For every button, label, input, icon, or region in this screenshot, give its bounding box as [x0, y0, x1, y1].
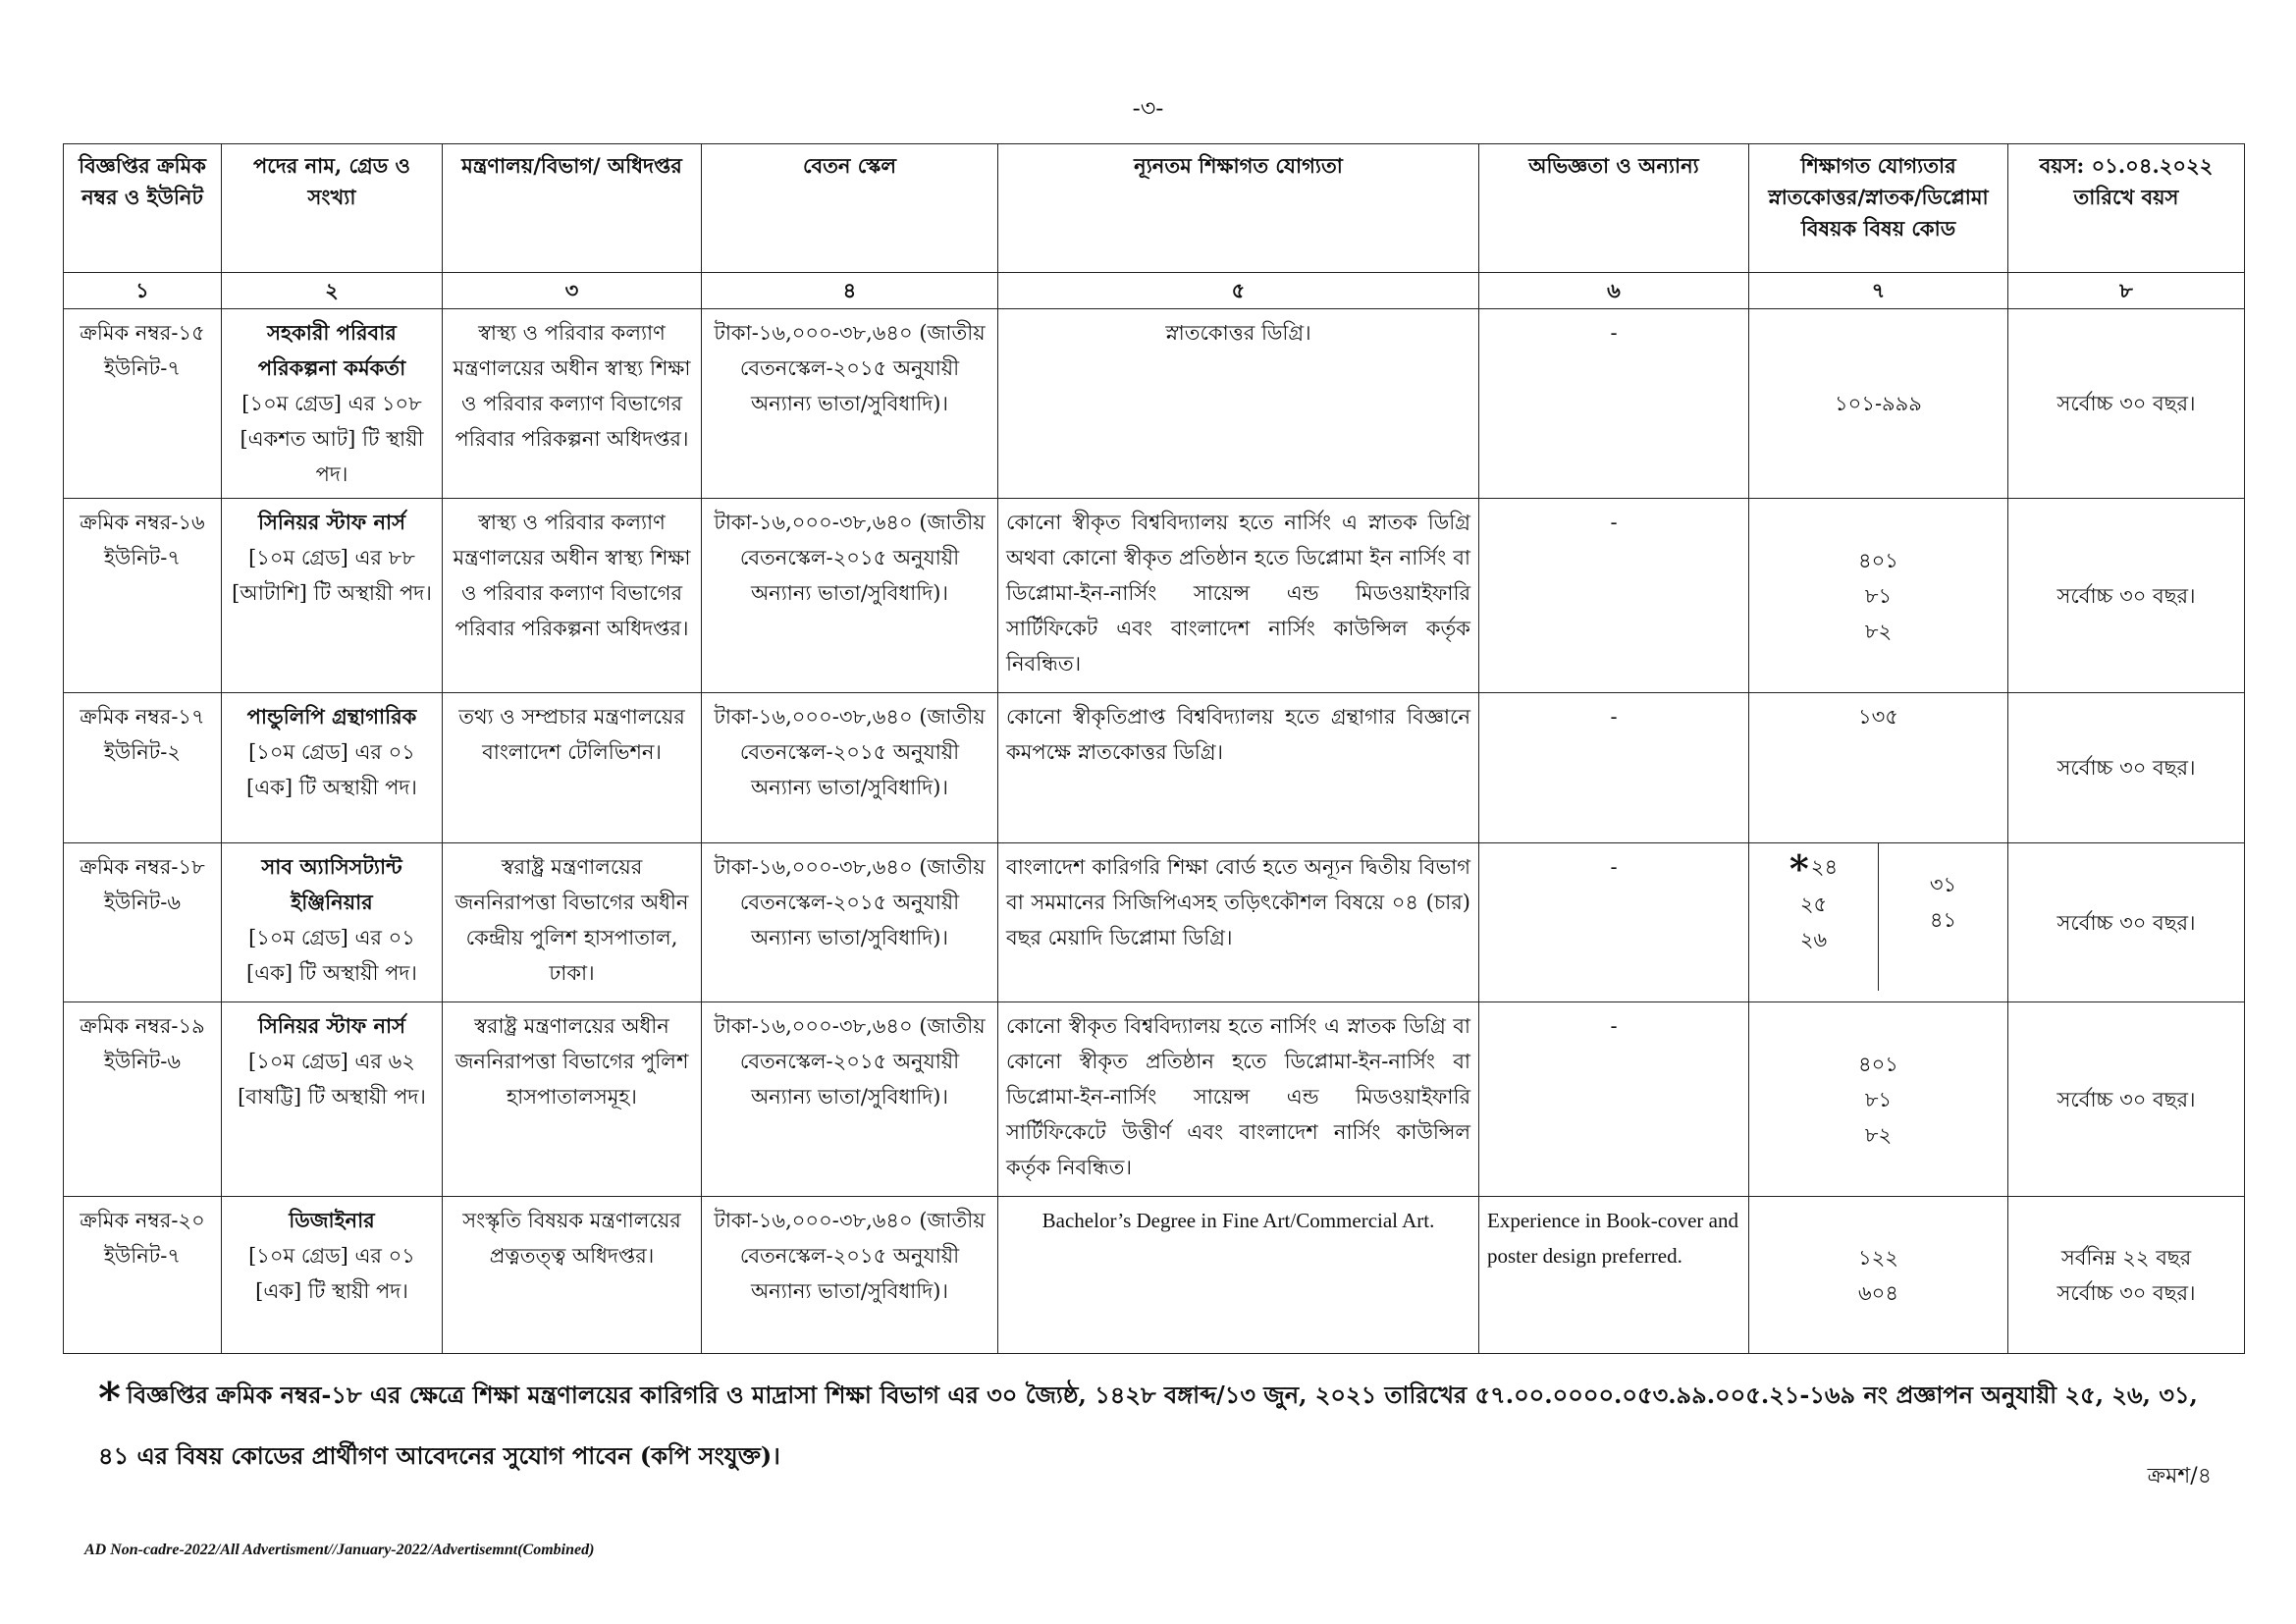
post-title: সহকারী পরিবার পরিকল্পনা কর্মকর্তা	[257, 320, 406, 380]
codes-cell	[1749, 693, 2008, 843]
qualification-cell: বাংলাদেশ কারিগরি শিক্ষা বোর্ড হতে অন্যূন দ্বিতীয় বিভাগ বা সমমানের সিজিপিএসহ তড়িৎকৌশল বিষয়ে ০৪ (চার) বছর মেয়াদি ডিপ্লোমা ডিগ্রি।	[998, 843, 1479, 1002]
age-cell: সর্বোচ্চ ৩০ বছর।	[2008, 309, 2245, 499]
subject-code: ২৫	[1799, 893, 1828, 916]
post-cell	[222, 693, 443, 843]
serial-cell: ক্রমিক নম্বর-১৮ ইউনিট-৬	[64, 843, 222, 1002]
column-number: ৮	[2008, 273, 2245, 309]
age-min: সর্বনিম্ন ২২ বছর	[2060, 1245, 2192, 1270]
table-row	[64, 843, 2245, 1002]
table-row	[64, 1197, 2245, 1354]
header-codes: শিক্ষাগত যোগ্যতার স্নাতকোত্তর/স্নাতক/ডিপ্লোমা বিষয়ক বিষয় কোড	[1749, 144, 2008, 273]
serial-cell: ক্রমিক নম্বর-২০ ইউনিট-৭	[64, 1197, 222, 1354]
codes-right	[1878, 843, 2007, 991]
codes-cell	[1749, 499, 2008, 693]
column-number-row	[64, 273, 2245, 309]
experience-cell: -	[1479, 309, 1749, 499]
subject-code-starred	[1749, 846, 1878, 891]
column-number: ৬	[1479, 273, 1749, 309]
pay-cell: টাকা-১৬,০০০-৩৮,৬৪০ (জাতীয় বেতনস্কেল-২০১৫ অনুযায়ী অন্যান্য ভাতা/সুবিধাদি)।	[702, 499, 998, 693]
post-title: পান্ডুলিপি গ্রন্থাগারিক	[246, 704, 417, 729]
pay-cell: টাকা-১৬,০০০-৩৮,৬৪০ (জাতীয় বেতনস্কেল-২০১৫ অনুযায়ী অন্যান্য ভাতা/সুবিধাদি)।	[702, 1002, 998, 1197]
post-title: সাব অ্যাসিসট্যান্ট ইঞ্জিনিয়ার	[261, 854, 402, 914]
table-row	[64, 499, 2245, 693]
subject-code: ৮২	[1864, 619, 1893, 643]
qualification-cell: কোনো স্বীকৃত বিশ্ববিদ্যালয় হতে নার্সিং এ স্নাতক ডিগ্রি অথবা কোনো স্বীকৃত প্রতিষ্ঠান হতে ডিপ্লোমা ইন নার্সিং বা ডিপ্লোমা-ইন-নার্সিং সায়েন্স এন্ড মিডওয়াইফারি সার্টিফিকেট এবং বাংলাদেশ নার্সিং কাউন্সিল কর্তৃক নিবন্ধিত।	[998, 499, 1479, 693]
experience-cell: -	[1479, 499, 1749, 693]
serial-cell: ক্রমিক নম্বর-১৫ ইউনিট-৭	[64, 309, 222, 499]
post-title: সিনিয়র স্টাফ নার্স	[258, 510, 405, 534]
subject-code: ৩১	[1929, 873, 1957, 896]
footnote-text: বিজ্ঞপ্তির ক্রমিক নম্বর-১৮ এর ক্ষেত্রে শিক্ষা মন্ত্রণালয়ের কারিগরি ও মাদ্রাসা শিক্ষা বিভাগ এর ৩০ জ্যৈষ্ঠ, ১৪২৮ বঙ্গাব্দ/১৩ জুন, ২০২১ তারিখের ৫৭.০০.০০০০.০৫৩.৯৯.০০৫.২১-১৬৯ নং প্রজ্ঞাপন অনুযায়ী ২৫, ২৬, ৩১, ৪১ এর বিষয় কোডের প্রার্থীগণ আবেদনের সুযোগ পাবেন (কপি সংযুক্ত)।	[98, 1380, 2198, 1470]
subject-code: ৮১	[1864, 1087, 1893, 1111]
post-cell	[222, 1002, 443, 1197]
posts-table	[63, 143, 2245, 1354]
subject-code: ৬০৪	[1858, 1280, 1898, 1305]
codes-cell	[1749, 843, 2008, 1002]
subject-code: ২৪	[1810, 855, 1839, 879]
codes-cell	[1749, 309, 2008, 499]
subject-code: ৮২	[1864, 1122, 1893, 1147]
subject-code: ১০১-৯৯৯	[1835, 392, 1922, 415]
qualification-cell: স্নাতকোত্তর ডিগ্রি।	[998, 309, 1479, 499]
pay-cell: টাকা-১৬,০০০-৩৮,৬৪০ (জাতীয় বেতনস্কেল-২০১৫ অনুযায়ী অন্যান্য ভাতা/সুবিধাদি)।	[702, 693, 998, 843]
experience-cell: -	[1479, 843, 1749, 1002]
column-number: ৫	[998, 273, 1479, 309]
serial-cell: ক্রমিক নম্বর-১৬ ইউনিট-৭	[64, 499, 222, 693]
subject-code: ৮১	[1864, 583, 1893, 608]
codes-cell	[1749, 1197, 2008, 1354]
post-detail: [১০ম গ্রেড] এর ৬২ [বাষট্টি] টি অস্থায়ী পদ।	[238, 1050, 426, 1109]
age-cell: সর্বোচ্চ ৩০ বছর।	[2008, 499, 2245, 693]
age-cell: সর্বোচ্চ ৩০ বছর।	[2008, 1002, 2245, 1197]
post-detail: [১০ম গ্রেড] এর ০১ [এক] টি স্থায়ী পদ।	[248, 1244, 415, 1303]
ministry-cell: স্বাস্থ্য ও পরিবার কল্যাণ মন্ত্রণালয়ের অধীন স্বাস্থ্য শিক্ষা ও পরিবার কল্যাণ বিভাগের পরিবার পরিকল্পনা অধিদপ্তর।	[443, 309, 702, 499]
post-cell	[222, 499, 443, 693]
qualification-cell: কোনো স্বীকৃতিপ্রাপ্ত বিশ্ববিদ্যালয় হতে গ্রন্থাগার বিজ্ঞানে কমপক্ষে স্নাতকোত্তর ডিগ্রি।	[998, 693, 1479, 843]
age-max: সর্বোচ্চ ৩০ বছর।	[2056, 1280, 2196, 1305]
column-number: ২	[222, 273, 443, 309]
document-footer: AD Non-cadre-2022/All Advertisment//January-2022/Advertisemnt(Combined)	[84, 1542, 595, 1558]
asterisk-icon: *	[98, 1374, 122, 1424]
codes-split	[1749, 843, 2007, 991]
header-row	[64, 144, 2245, 273]
subject-code: ২৬	[1799, 928, 1828, 951]
table-row	[64, 309, 2245, 499]
experience-cell: -	[1479, 1002, 1749, 1197]
subject-code: ৪০১	[1858, 548, 1898, 572]
continued-label: ক্রমশ/৪	[2147, 1464, 2212, 1489]
footnote	[98, 1367, 2209, 1485]
post-detail: [১০ম গ্রেড] এর ১০৮ [একশত আট] টি স্থায়ী পদ।	[240, 392, 424, 486]
column-number: ৭	[1749, 273, 2008, 309]
post-detail: [১০ম গ্রেড] এর ০১ [এক] টি অস্থায়ী পদ।	[246, 740, 417, 799]
post-cell	[222, 1197, 443, 1354]
table-row	[64, 1002, 2245, 1197]
subject-code: ৪১	[1929, 908, 1957, 932]
age-cell	[2008, 1197, 2245, 1354]
pay-cell: টাকা-১৬,০০০-৩৮,৬৪০ (জাতীয় বেতনস্কেল-২০১৫ অনুযায়ী অন্যান্য ভাতা/সুবিধাদি)।	[702, 843, 998, 1002]
post-title: সিনিয়র স্টাফ নার্স	[258, 1013, 405, 1038]
header-experience: অভিজ্ঞতা ও অন্যান্য	[1479, 144, 1749, 273]
subject-code: ৪০১	[1858, 1052, 1898, 1076]
post-title: ডিজাইনার	[289, 1208, 375, 1232]
header-serial: বিজ্ঞপ্তির ক্রমিক নম্বর ও ইউনিট	[64, 144, 222, 273]
subject-code: ১৩৫	[1858, 705, 1898, 729]
asterisk-icon: *	[1789, 846, 1809, 891]
column-number: ৪	[702, 273, 998, 309]
post-detail: [১০ম গ্রেড] এর ০১ [এক] টি অস্থায়ী পদ।	[246, 926, 417, 985]
page-number: -৩-	[1132, 94, 1164, 122]
header-age: বয়স: ০১.০৪.২০২২ তারিখে বয়স	[2008, 144, 2245, 273]
serial-cell: ক্রমিক নম্বর-১৭ ইউনিট-২	[64, 693, 222, 843]
column-number: ১	[64, 273, 222, 309]
ministry-cell: সংস্কৃতি বিষয়ক মন্ত্রণালয়ের প্রত্নতত্ত্ব অধিদপ্তর।	[443, 1197, 702, 1354]
age-cell: সর্বোচ্চ ৩০ বছর।	[2008, 693, 2245, 843]
codes-cell	[1749, 1002, 2008, 1197]
header-ministry: মন্ত্রণালয়/বিভাগ/ অধিদপ্তর	[443, 144, 702, 273]
subject-code: ১২২	[1858, 1245, 1898, 1270]
column-number: ৩	[443, 273, 702, 309]
pay-cell: টাকা-১৬,০০০-৩৮,৬৪০ (জাতীয় বেতনস্কেল-২০১৫ অনুযায়ী অন্যান্য ভাতা/সুবিধাদি)।	[702, 1197, 998, 1354]
header-pay: বেতন স্কেল	[702, 144, 998, 273]
ministry-cell: তথ্য ও সম্প্রচার মন্ত্রণালয়ের বাংলাদেশ টেলিভিশন।	[443, 693, 702, 843]
post-detail: [১০ম গ্রেড] এর ৮৮ [আটাশি] টি অস্থায়ী পদ।	[232, 546, 432, 605]
post-cell	[222, 843, 443, 1002]
serial-cell: ক্রমিক নম্বর-১৯ ইউনিট-৬	[64, 1002, 222, 1197]
experience-cell: -	[1479, 693, 1749, 843]
experience-cell: Experience in Book-cover and poster design preferred.	[1479, 1197, 1749, 1354]
age-cell: সর্বোচ্চ ৩০ বছর।	[2008, 843, 2245, 1002]
ministry-cell: স্বরাষ্ট্র মন্ত্রণালয়ের জননিরাপত্তা বিভাগের অধীন কেন্দ্রীয় পুলিশ হাসপাতাল, ঢাকা।	[443, 843, 702, 1002]
ministry-cell: স্বাস্থ্য ও পরিবার কল্যাণ মন্ত্রণালয়ের অধীন স্বাস্থ্য শিক্ষা ও পরিবার কল্যাণ বিভাগের পরিবার পরিকল্পনা অধিদপ্তর।	[443, 499, 702, 693]
header-post: পদের নাম, গ্রেড ও সংখ্যা	[222, 144, 443, 273]
table-row	[64, 693, 2245, 843]
qualification-cell: Bachelor’s Degree in Fine Art/Commercial Art.	[998, 1197, 1479, 1354]
qualification-cell: কোনো স্বীকৃত বিশ্ববিদ্যালয় হতে নার্সিং এ স্নাতক ডিগ্রি বা কোনো স্বীকৃত প্রতিষ্ঠান হতে ডিপ্লোমা-ইন-নার্সিং বা ডিপ্লোমা-ইন-নার্সিং সায়েন্স এন্ড মিডওয়াইফারি সার্টিফিকেটে উত্তীর্ণ এবং বাংলাদেশ নার্সিং কাউন্সিল কর্তৃক নিবন্ধিত।	[998, 1002, 1479, 1197]
header-qualification: ন্যূনতম শিক্ষাগত যোগ্যতা	[998, 144, 1479, 273]
codes-left	[1749, 843, 1878, 991]
post-cell	[222, 309, 443, 499]
pay-cell: টাকা-১৬,০০০-৩৮,৬৪০ (জাতীয় বেতনস্কেল-২০১৫ অনুযায়ী অন্যান্য ভাতা/সুবিধাদি)।	[702, 309, 998, 499]
ministry-cell: স্বরাষ্ট্র মন্ত্রণালয়ের অধীন জননিরাপত্তা বিভাগের পুলিশ হাসপাতালসমূহ।	[443, 1002, 702, 1197]
